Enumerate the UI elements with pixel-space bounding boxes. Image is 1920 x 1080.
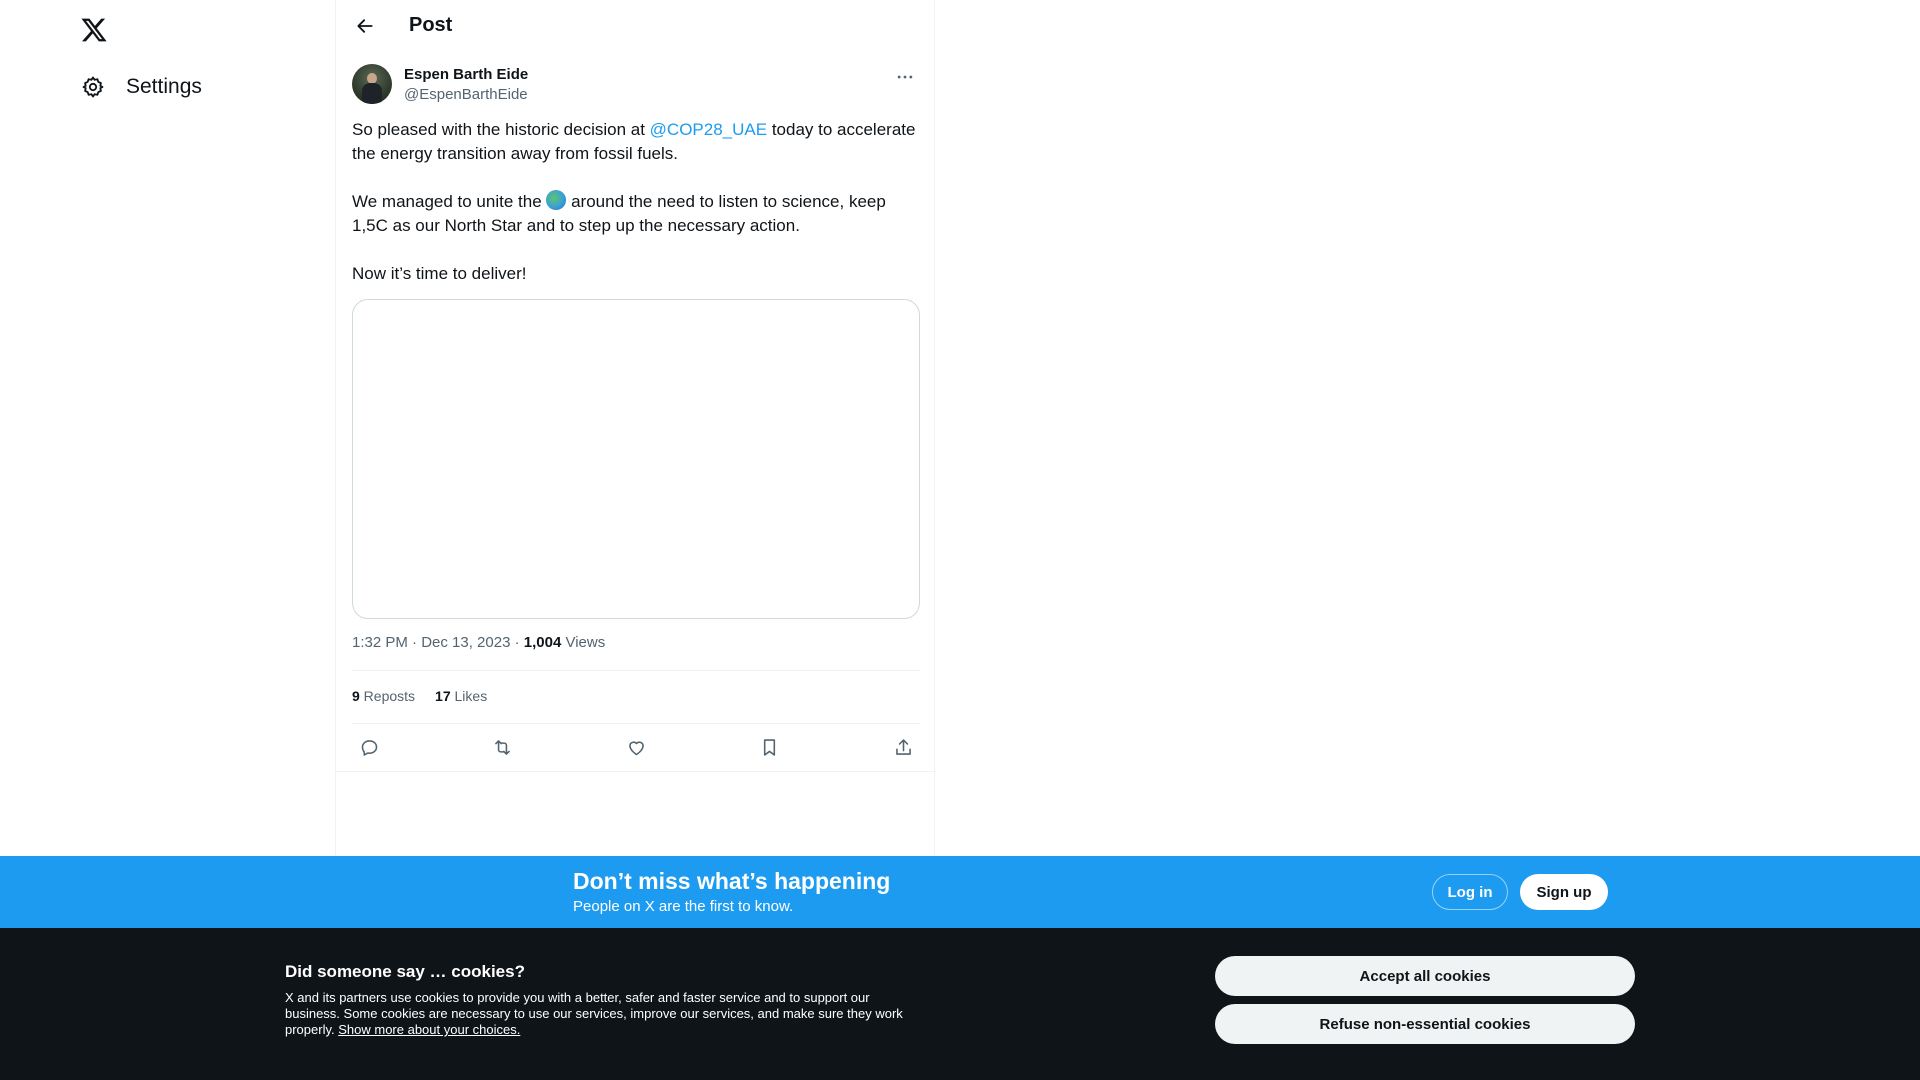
- divider: [352, 723, 920, 724]
- nav-settings[interactable]: [80, 70, 202, 104]
- signup-button[interactable]: Sign up: [1520, 874, 1608, 910]
- like-button[interactable]: [619, 730, 653, 764]
- mention-link[interactable]: @COP28_UAE: [649, 120, 768, 139]
- share-button[interactable]: [886, 730, 920, 764]
- media-container[interactable]: [352, 299, 920, 619]
- more-dots-icon: [895, 67, 915, 87]
- gear-icon: [80, 74, 106, 100]
- share-icon: [893, 737, 914, 758]
- divider: [336, 771, 936, 772]
- bookmark-button[interactable]: [753, 730, 787, 764]
- author-handle[interactable]: @EspenBarthEide: [404, 86, 528, 103]
- cookie-title: Did someone say … cookies?: [285, 962, 525, 981]
- likes-stat[interactable]: 17 Likes: [435, 688, 488, 704]
- divider: [352, 670, 920, 671]
- cookie-body: X and its partners use cookies to provide you with a better, safer and faster service and to support our business. Some cookies are necessary to use our services, improve our services, and make sure they work properly. Show more about your choices.: [285, 990, 903, 1037]
- accept-cookies-button[interactable]: Accept all cookies: [1215, 956, 1635, 996]
- login-button[interactable]: Log in: [1432, 874, 1508, 910]
- arrow-left-icon: [355, 16, 375, 36]
- cookie-consent-bar: [0, 928, 1920, 1080]
- engagement-stats: [352, 688, 487, 704]
- avatar[interactable]: [352, 64, 392, 104]
- views-label: Views: [561, 634, 606, 651]
- post-meta: [352, 634, 605, 651]
- post-paragraph-3: Now it’s time to deliver!: [352, 264, 527, 283]
- bookmark-icon: [759, 737, 780, 758]
- post-paragraph-1: So pleased with the historic decision at @COP28_UAE today to accelerate the energy transition away from fossil fuels.: [352, 120, 916, 163]
- left-nav: [0, 0, 335, 856]
- nav-settings-label: Settings: [126, 75, 202, 98]
- author-row: [352, 64, 920, 106]
- cookie-choices-link[interactable]: Show more about your choices.: [338, 1022, 521, 1037]
- heart-icon: [626, 737, 647, 758]
- refuse-cookies-button[interactable]: Refuse non-essential cookies: [1215, 1004, 1635, 1044]
- signup-banner: [0, 856, 1920, 928]
- banner-title: Don’t miss what’s happening: [573, 868, 891, 894]
- repost-button[interactable]: [486, 730, 520, 764]
- banner-subtitle: People on X are the first to know.: [573, 898, 794, 915]
- page-title: Post: [409, 14, 453, 36]
- globe-emoji-icon: [546, 190, 566, 210]
- action-bar: [352, 730, 920, 764]
- reply-icon: [359, 737, 380, 758]
- post-text: [352, 118, 920, 310]
- post-paragraph-2: We managed to unite the around the need to listen to science, keep 1,5C as our North Star and to step up the necessary action.: [352, 192, 886, 235]
- views-count: 1,004: [523, 634, 562, 651]
- post-time[interactable]: 1:32 PM · Dec 13, 2023 ·: [352, 634, 524, 651]
- x-logo-icon[interactable]: [76, 12, 112, 48]
- main-column: [335, 0, 935, 856]
- more-options-button[interactable]: [890, 64, 920, 90]
- back-button[interactable]: [348, 9, 382, 43]
- reply-button[interactable]: [352, 730, 386, 764]
- repost-icon: [492, 737, 513, 758]
- post-header: [336, 0, 936, 53]
- reposts-stat[interactable]: 9 Reposts: [352, 688, 416, 704]
- author-name[interactable]: Espen Barth Eide: [404, 66, 529, 83]
